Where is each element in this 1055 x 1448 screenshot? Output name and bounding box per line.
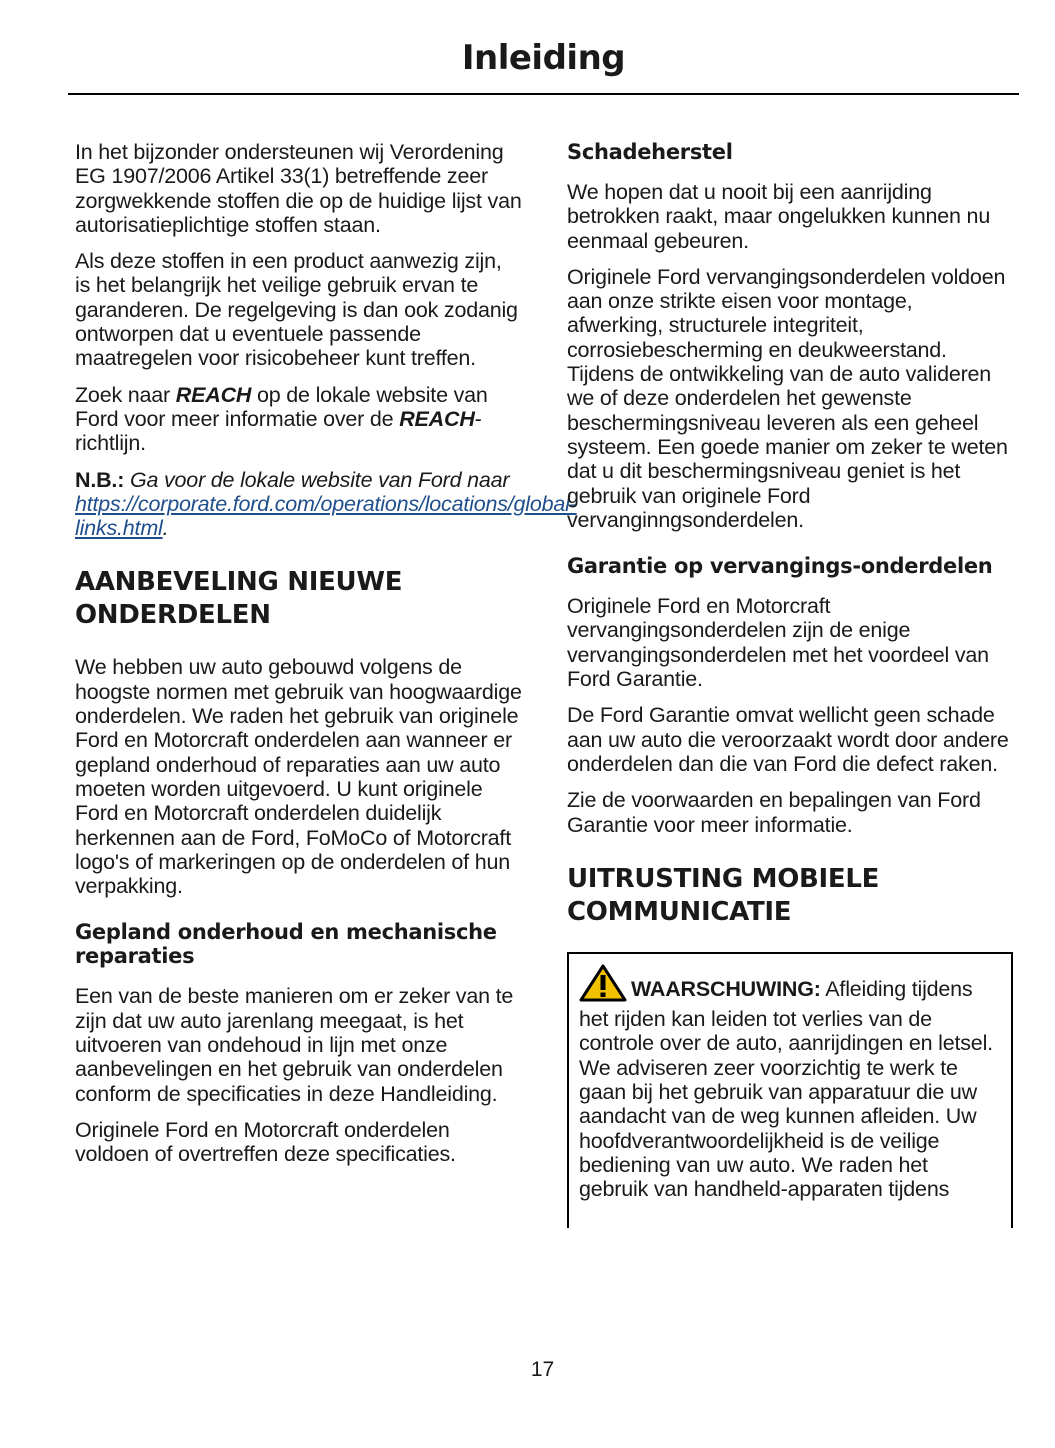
damage-repair-paragraph-2: Originele Ford vervangingsonderdelen voldoen aan onze strikte eisen voor montage, afwerking, structurele integriteit, corrosiebescherming en deukweerstand. Tijdens de ontwikkeling van de auto valideren we of deze onderdelen het gewenste beschermingsniveau leveren als een geheel systeem. Een goede manier om zeker te weten dat u dit beschermingsniveau geniet is het gebruik van originele Ford vervanginngsonderdelen. xyxy=(567,264,1008,532)
reach-paragraph-1: In het bijzonder ondersteunen wij Verordening EG 1907/2006 Artikel 33(1) betreffende zeer zorgwekkende stoffen die op de huidige lijst van autorisatieplichtige stoffen staan. xyxy=(75,140,522,237)
warning-triangle-icon xyxy=(579,964,627,1007)
section-heading-new-parts: AANBEVELING NIEUWE ONDERDELEN xyxy=(75,567,403,631)
new-parts-paragraph: We hebben uw auto gebouwd volgens de hoogste normen met gebruik van hoogwaardige onderdelen. We raden het gebruik van originele Ford en Motorcraft onderdelen aan wanneer er gepland onderhoud of reparaties aan uw auto moeten worden uitgevoerd. U kunt originele Ford en Motorcraft onderdelen duidelijk herkennen aan de Ford, FoMoCo of Motorcraft logo's of markeringen op de onderdelen of hun verpakking. xyxy=(75,655,522,899)
section-heading-mobile-communication: UITRUSTING MOBIELE COMMUNICATIE xyxy=(567,863,880,927)
note-label: N.B.: xyxy=(75,467,125,492)
subheading-replacement-warranty: Garantie op vervangings-onderdelen xyxy=(567,554,993,579)
title-divider xyxy=(68,93,1019,95)
warranty-paragraph-3: Zie de voorwaarden en bepalingen van Ford Garantie voor meer informatie. xyxy=(567,788,981,837)
warning-box xyxy=(567,952,1013,1228)
reach-paragraph-3: Zoek naar REACH op de lokale website van Ford voor meer informatie over de REACH-richtlijn. xyxy=(75,382,488,456)
ford-global-links-link[interactable]: https://corporate.ford.com/operations/locations/global-links.html xyxy=(75,491,577,541)
page-title: Inleiding xyxy=(461,38,626,78)
damage-repair-paragraph-1: We hopen dat u nooit bij een aanrijding betrokken raakt, maar ongelukken kunnen nu eenmaal gebeuren. xyxy=(567,180,991,253)
maintenance-paragraph-1: Een van de beste manieren om er zeker van te zijn dat uw auto jarenlang meegaat, is het uitvoeren van ondehoud in lijn met onze aanbevelingen en het gebruik van onderdelen conform de specificaties in deze Handleiding. xyxy=(75,984,514,1106)
reach-paragraph-2: Als deze stoffen in een product aanwezig zijn, is het belangrijk het veilige gebruik ervan te garanderen. De regelgeving is dan ook zodanig ontworpen dat u eventuele passende maatregelen voor risicobeheer kunt treffen. xyxy=(75,249,518,371)
right-column xyxy=(567,140,1013,1228)
warranty-paragraph-1: Originele Ford en Motorcraft vervangingsonderdelen zijn de enige vervangingsonderdelen met het voordeel van Ford Garantie. xyxy=(567,594,989,692)
reach-term: REACH xyxy=(175,382,252,407)
warning-label: WAARSCHUWING: xyxy=(631,976,821,1001)
maintenance-paragraph-2: Originele Ford en Motorcraft onderdelen voldoen of overtreffen deze specificaties. xyxy=(75,1117,456,1167)
page-number: 17 xyxy=(530,1358,555,1381)
note-paragraph: N.B.: Ga voor de lokale website van Ford naar https://corporate.ford.com/operations/locations/global-links.html. xyxy=(75,467,577,541)
warning-paragraph: WAARSCHUWING: Afleiding tijdens het rijden kan leiden tot verlies van de controle over de auto, aanrijdingen en letsel. We adviseren zeer voorzichtig te werk te gaan bij het gebruik van apparatuur die uw aandacht van de weg kunnen afleiden. Uw hoofdverantwoordelijkheid is de veilige bediening van uw auto. We raden het gebruik van handheld-apparaten tijdens xyxy=(579,964,1001,1202)
warranty-paragraph-2: De Ford Garantie omvat wellicht geen schade aan uw auto die veroorzaakt wordt door andere onderdelen dan die van Ford die defect raken. xyxy=(567,703,1009,776)
subheading-damage-repair: Schadeherstel xyxy=(567,140,733,164)
reach-term: REACH xyxy=(399,406,475,431)
subheading-maintenance: Gepland onderhoud en mechanische reparaties xyxy=(75,920,497,969)
left-column xyxy=(75,140,577,1179)
